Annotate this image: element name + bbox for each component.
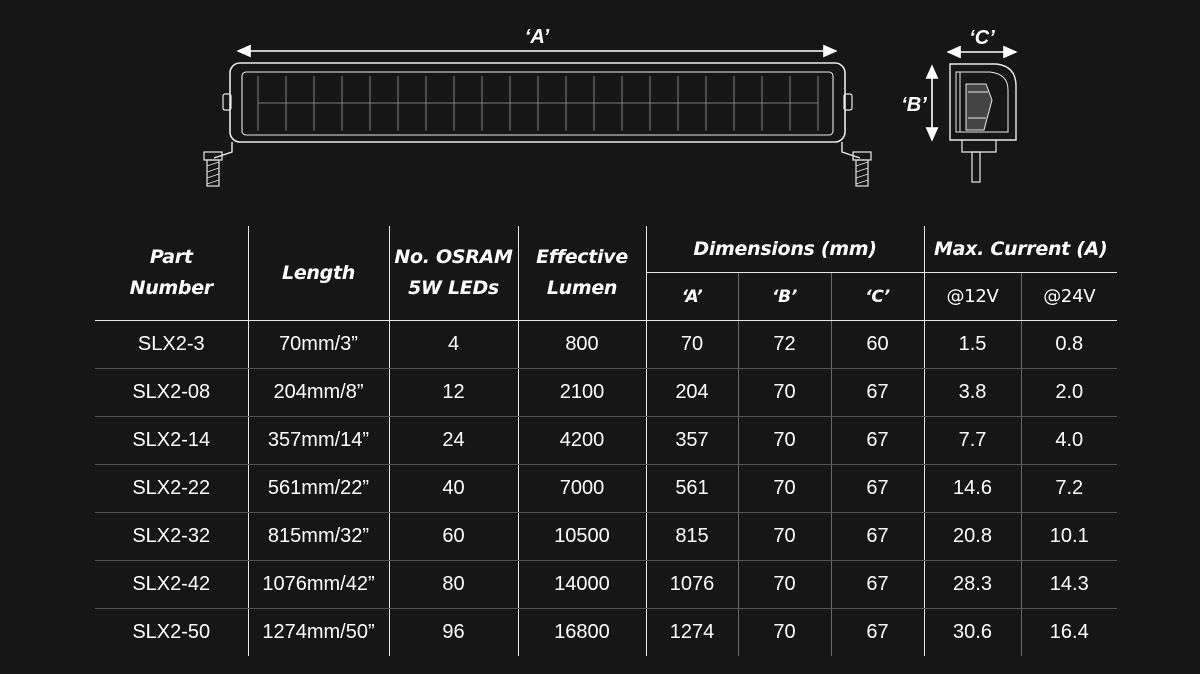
dim-c-cell: 60 xyxy=(831,321,924,369)
current-12v-cell: 14.6 xyxy=(924,465,1021,513)
dim-a-cell: 561 xyxy=(646,465,738,513)
header-12v: @12V xyxy=(924,273,1021,321)
table-row xyxy=(95,465,1117,513)
lumen-cell: 7000 xyxy=(518,465,646,513)
current-24v-cell: 2.0 xyxy=(1021,369,1117,417)
length-cell: 1274mm/50” xyxy=(248,609,389,657)
dim-b-cell: 70 xyxy=(738,369,831,417)
dim-a-cell: 815 xyxy=(646,513,738,561)
part-number-cell: SLX2-22 xyxy=(95,465,248,513)
current-24v-cell: 10.1 xyxy=(1021,513,1117,561)
light-bar-diagram xyxy=(0,0,1200,215)
header-part-number: Part Number xyxy=(95,226,248,321)
part-number-cell: SLX2-08 xyxy=(95,369,248,417)
part-number-cell: SLX2-32 xyxy=(95,513,248,561)
lumen-cell: 16800 xyxy=(518,609,646,657)
table-row xyxy=(95,417,1117,465)
length-cell: 561mm/22” xyxy=(248,465,389,513)
part-number-cell: SLX2-50 xyxy=(132,621,211,643)
dimension-a-label: ‘A’ xyxy=(524,26,550,48)
led-count-cell: 96 xyxy=(389,609,518,657)
length-cell: 70mm/3” xyxy=(248,321,389,369)
lumen-cell: 10500 xyxy=(518,513,646,561)
dim-c-cell: 67 xyxy=(831,561,924,609)
lumen-cell: 2100 xyxy=(518,369,646,417)
header-dimensions: Dimensions (mm) xyxy=(646,226,924,273)
led-count-cell: 80 xyxy=(389,561,518,609)
lumen-cell: 4200 xyxy=(518,417,646,465)
header-24v: @24V xyxy=(1021,273,1117,321)
led-count-cell: 60 xyxy=(389,513,518,561)
table-row xyxy=(95,513,1117,561)
current-12v-cell: 30.6 xyxy=(924,609,1021,657)
led-count-cell: 12 xyxy=(389,369,518,417)
dim-b-cell: 70 xyxy=(738,609,831,657)
header-length: Length xyxy=(248,226,389,321)
dim-b-cell: 70 xyxy=(738,513,831,561)
led-count-cell: 40 xyxy=(389,465,518,513)
header-dim-b: ‘B’ xyxy=(738,273,831,321)
dim-b-cell: 72 xyxy=(738,321,831,369)
light-bar-front-view xyxy=(204,63,871,186)
light-bar-side-view xyxy=(950,64,1016,182)
dim-a-cell: 1274 xyxy=(646,609,738,657)
dim-a-cell: 70 xyxy=(646,321,738,369)
dim-b-cell: 70 xyxy=(738,561,831,609)
dim-b-cell: 70 xyxy=(738,465,831,513)
current-24v-cell: 4.0 xyxy=(1021,417,1117,465)
header-led-count: No. OSRAM 5W LEDs xyxy=(389,226,518,321)
length-cell: 204mm/8” xyxy=(248,369,389,417)
current-12v-cell: 3.8 xyxy=(924,369,1021,417)
current-24v-cell: 0.8 xyxy=(1021,321,1117,369)
dim-c-cell: 67 xyxy=(831,369,924,417)
length-cell: 357mm/14” xyxy=(248,417,389,465)
dimension-c xyxy=(948,27,1016,52)
dimension-c-label: ‘C’ xyxy=(969,27,995,49)
spec-table xyxy=(95,226,1117,656)
table-row xyxy=(95,369,1117,417)
part-number-cell: SLX2-3 xyxy=(95,321,248,369)
current-24v-cell: 14.3 xyxy=(1021,561,1117,609)
dimension-b xyxy=(901,66,932,140)
current-12v-cell: 28.3 xyxy=(924,561,1021,609)
current-12v-cell: 1.5 xyxy=(924,321,1021,369)
dim-c-cell: 67 xyxy=(831,609,924,657)
dim-a-cell: 204 xyxy=(646,369,738,417)
led-count-cell: 24 xyxy=(389,417,518,465)
length-cell: 1076mm/42” xyxy=(248,561,389,609)
dim-c-cell: 67 xyxy=(831,465,924,513)
current-24v-cell: 7.2 xyxy=(1021,465,1117,513)
table-row xyxy=(95,609,1117,657)
current-12v-cell: 7.7 xyxy=(924,417,1021,465)
dim-c-cell: 67 xyxy=(831,513,924,561)
current-24v-cell: 16.4 xyxy=(1021,609,1117,657)
current-12v-cell: 20.8 xyxy=(924,513,1021,561)
length-cell: 815mm/32” xyxy=(248,513,389,561)
dim-a-cell: 1076 xyxy=(646,561,738,609)
table-row xyxy=(95,561,1117,609)
header-dim-a: ‘A’ xyxy=(646,273,738,321)
part-number-cell: SLX2-14 xyxy=(95,417,248,465)
lumen-cell: 14000 xyxy=(518,561,646,609)
header-effective-lumen: Effective Lumen xyxy=(518,226,646,321)
header-max-current: Max. Current (A) xyxy=(924,226,1117,273)
header-dim-c: ‘C’ xyxy=(831,273,924,321)
part-number-cell: SLX2-42 xyxy=(95,561,248,609)
dim-c-cell: 67 xyxy=(831,417,924,465)
dim-a-cell: 357 xyxy=(646,417,738,465)
dimension-a xyxy=(238,26,836,51)
dimension-b-label: ‘B’ xyxy=(901,94,927,116)
lumen-cell: 800 xyxy=(518,321,646,369)
dim-b-cell: 70 xyxy=(738,417,831,465)
table-row xyxy=(95,321,1117,369)
led-count-cell: 4 xyxy=(389,321,518,369)
